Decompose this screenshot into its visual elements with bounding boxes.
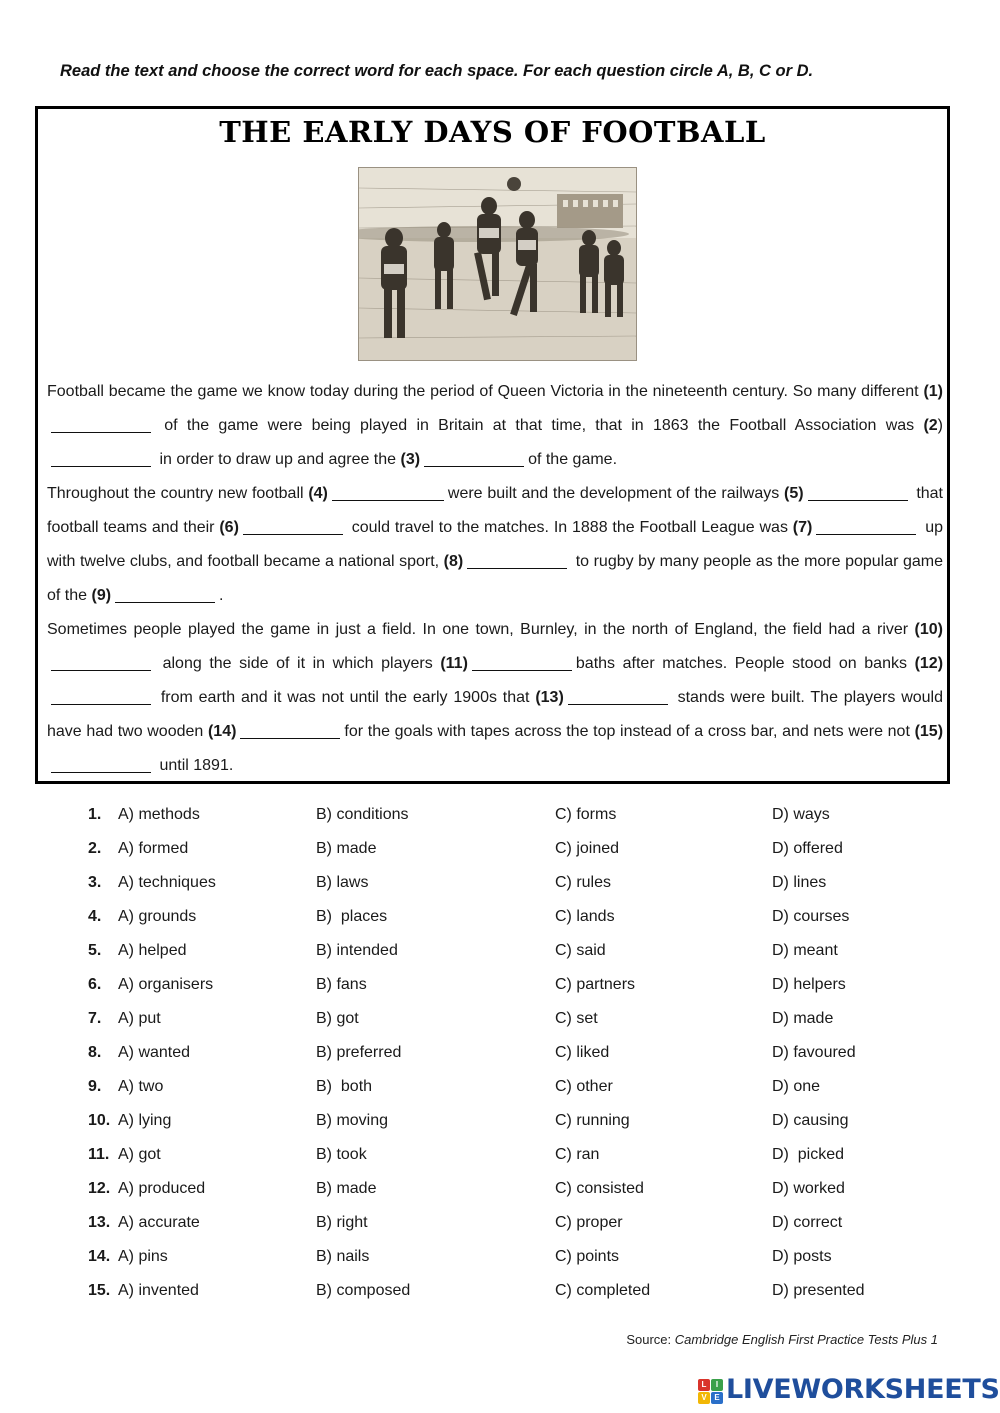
gap-blank-13[interactable] (568, 688, 668, 705)
question-number: 11. (88, 1146, 110, 1163)
gap-number: (10) (914, 621, 943, 638)
question-row (88, 1274, 968, 1308)
option-d[interactable]: D) correct (772, 1214, 843, 1231)
liveworksheets-logo (698, 1374, 1000, 1410)
question-row (88, 1206, 968, 1240)
option-d[interactable]: D) offered (772, 840, 843, 857)
gap-blank-12[interactable] (51, 688, 151, 705)
question-number: 10. (88, 1112, 111, 1129)
option-a[interactable]: A) wanted (118, 1044, 191, 1061)
gap-number: (15) (914, 723, 944, 740)
gap-blank-2[interactable] (51, 450, 151, 467)
gap-number: (11) (440, 655, 468, 672)
gap-number: (6) (219, 519, 239, 536)
option-c[interactable]: C) consisted (555, 1180, 644, 1197)
question-row (88, 934, 968, 968)
option-b[interactable]: B) made (316, 840, 377, 857)
option-d[interactable]: D) one (772, 1078, 821, 1095)
gap-blank-15[interactable] (51, 756, 151, 773)
gap-number: (4) (308, 485, 328, 502)
gap-number: (9) (91, 587, 112, 604)
answer-options-list (88, 798, 968, 1308)
paragraph-2: Throughout the country new football (4) were built and the development of the railways (5) that football teams and their (6) could travel to the matches. In 1888 the Football League was (7) up with twelve clubs, and football became a national sport, (8) to rugby by many people as the more popular game of the (9) . (47, 485, 943, 604)
option-c[interactable]: C) completed (555, 1282, 651, 1299)
option-b[interactable]: B) made (316, 1180, 377, 1197)
option-d[interactable]: D) lines (772, 874, 827, 891)
gap-number: (14) (207, 723, 237, 740)
paragraph-1: Football became the game we know today during the period of Queen Victoria in the nineteenth century. So many different (1) of the game were being played in Britain at that time, that in 1863 the Football Association was (2) in order to draw up and agree the (3) of the game. (47, 383, 943, 468)
question-number: 4. (88, 908, 102, 925)
option-a[interactable]: A) got (118, 1146, 161, 1163)
gap-number: (8) (443, 553, 464, 570)
question-row (88, 1104, 968, 1138)
option-c[interactable]: C) said (555, 942, 606, 959)
gap-blank-5[interactable] (808, 484, 908, 501)
option-b[interactable]: B) nails (316, 1248, 370, 1265)
question-row (88, 832, 968, 866)
option-a[interactable]: A) helped (118, 942, 187, 959)
question-number: 1. (88, 806, 102, 823)
option-a[interactable]: A) put (118, 1010, 161, 1027)
option-d[interactable]: D) helpers (772, 976, 846, 993)
gap-blank-1[interactable] (51, 416, 151, 433)
option-a[interactable]: A) lying (118, 1112, 172, 1129)
question-row (88, 1240, 968, 1274)
option-c[interactable]: C) proper (555, 1214, 623, 1231)
option-b[interactable]: B) conditions (316, 806, 409, 823)
option-a[interactable]: A) two (118, 1078, 164, 1095)
gap-blank-9[interactable] (115, 586, 215, 603)
option-b[interactable]: B) got (316, 1010, 359, 1027)
question-number: 15. (88, 1282, 111, 1299)
page-title: THE EARLY DAYS OF FOOTBALL (219, 115, 766, 149)
gap-blank-3[interactable] (424, 450, 524, 467)
gap-blank-10[interactable] (51, 654, 151, 671)
passage-text (47, 375, 943, 783)
gap-number: (7) (792, 519, 813, 536)
option-a[interactable]: A) formed (118, 840, 189, 857)
option-c[interactable]: C) joined (555, 840, 620, 857)
option-b[interactable]: B) took (316, 1146, 367, 1163)
question-number: 2. (88, 840, 102, 857)
option-c[interactable]: C) partners (555, 976, 636, 993)
option-a[interactable]: A) pins (118, 1248, 168, 1265)
option-c[interactable]: C) lands (555, 908, 615, 925)
gap-number: (2 (923, 417, 938, 434)
question-row (88, 1070, 968, 1104)
option-b[interactable]: B) intended (316, 942, 398, 959)
option-a[interactable]: A) techniques (118, 874, 216, 891)
gap-blank-6[interactable] (243, 518, 343, 535)
option-b[interactable]: B) composed (316, 1282, 411, 1299)
option-c[interactable]: C) set (555, 1010, 598, 1027)
paragraph-3: Sometimes people played the game in just a field. In one town, Burnley, in the north of England, the field had a river (10) along the side of it in which players (11) baths after matches. People stood on banks (12) from earth and it was not until the early 1900s that (13) stands were built. The players would have had two wooden (14) for the goals with tapes across the top instead of a cross bar, and nets were not (15) until 1891. (47, 621, 944, 774)
liveworksheets-logo-icon: L I V E (698, 1379, 724, 1405)
gap-blank-7[interactable] (816, 518, 916, 535)
option-d[interactable]: D) made (772, 1010, 834, 1027)
gap-number: (13) (535, 689, 564, 706)
gap-number: (3) (400, 451, 421, 468)
option-a[interactable]: A) methods (118, 806, 200, 823)
option-c[interactable]: C) ran (555, 1146, 600, 1163)
gap-number: (1) (923, 383, 943, 400)
option-c[interactable]: C) rules (555, 874, 612, 891)
option-c[interactable]: C) points (555, 1248, 620, 1265)
brand-name: LIVEWORKSHEETS (726, 1374, 1000, 1405)
option-b[interactable]: B) laws (316, 874, 369, 891)
question-number: 9. (88, 1078, 102, 1095)
question-number: 13. (88, 1214, 111, 1231)
option-d[interactable]: D) meant (772, 942, 838, 959)
gap-blank-11[interactable] (472, 654, 572, 671)
option-d[interactable]: D) posts (772, 1248, 832, 1265)
question-row (88, 968, 968, 1002)
instructions: Read the text and choose the correct word for each space. For each question circle A, B, C or D. (60, 62, 814, 80)
question-row (88, 1138, 968, 1172)
gap-blank-4[interactable] (332, 484, 444, 501)
question-number: 5. (88, 942, 102, 959)
option-c[interactable]: C) forms (555, 806, 617, 823)
option-b[interactable]: B) right (316, 1214, 368, 1231)
option-a[interactable]: A) produced (118, 1180, 206, 1197)
option-d[interactable]: D) courses (772, 908, 850, 925)
gap-number: (5) (783, 485, 804, 502)
option-b[interactable]: B) preferred (316, 1044, 402, 1061)
option-d[interactable]: D) presented (772, 1282, 865, 1299)
gap-blank-14[interactable] (240, 722, 340, 739)
question-number: 14. (88, 1248, 111, 1265)
option-b[interactable]: B) both (316, 1078, 373, 1095)
question-row (88, 900, 968, 934)
gap-blank-8[interactable] (467, 552, 567, 569)
option-c[interactable]: C) liked (555, 1044, 610, 1061)
passage-box (35, 106, 950, 784)
question-row (88, 1002, 968, 1036)
question-row (88, 866, 968, 900)
gap-number: (12) (914, 655, 944, 672)
question-number: 6. (88, 976, 102, 993)
option-d[interactable]: D) worked (772, 1180, 845, 1197)
option-a[interactable]: A) organisers (118, 976, 214, 993)
option-d[interactable]: D) picked (772, 1146, 845, 1163)
option-a[interactable]: A) grounds (118, 908, 197, 925)
question-number: 12. (88, 1180, 111, 1197)
option-b[interactable]: B) moving (316, 1112, 389, 1129)
football-players-illustration (358, 167, 637, 361)
option-d[interactable]: D) ways (772, 806, 830, 823)
option-d[interactable]: D) favoured (772, 1044, 856, 1061)
option-a[interactable]: A) accurate (118, 1214, 200, 1231)
option-a[interactable]: A) invented (118, 1282, 199, 1299)
question-row (88, 798, 968, 832)
option-c[interactable]: C) other (555, 1078, 613, 1095)
option-b[interactable]: B) places (316, 908, 388, 925)
question-number: 8. (88, 1044, 102, 1061)
source-credit: Source: Cambridge English First Practice Tests Plus 1 (626, 1332, 938, 1347)
question-number: 3. (88, 874, 102, 891)
question-number: 7. (88, 1010, 102, 1027)
option-b[interactable]: B) fans (316, 976, 367, 993)
option-c[interactable]: C) running (555, 1112, 630, 1129)
question-row (88, 1172, 968, 1206)
option-d[interactable]: D) causing (772, 1112, 849, 1129)
question-row (88, 1036, 968, 1070)
